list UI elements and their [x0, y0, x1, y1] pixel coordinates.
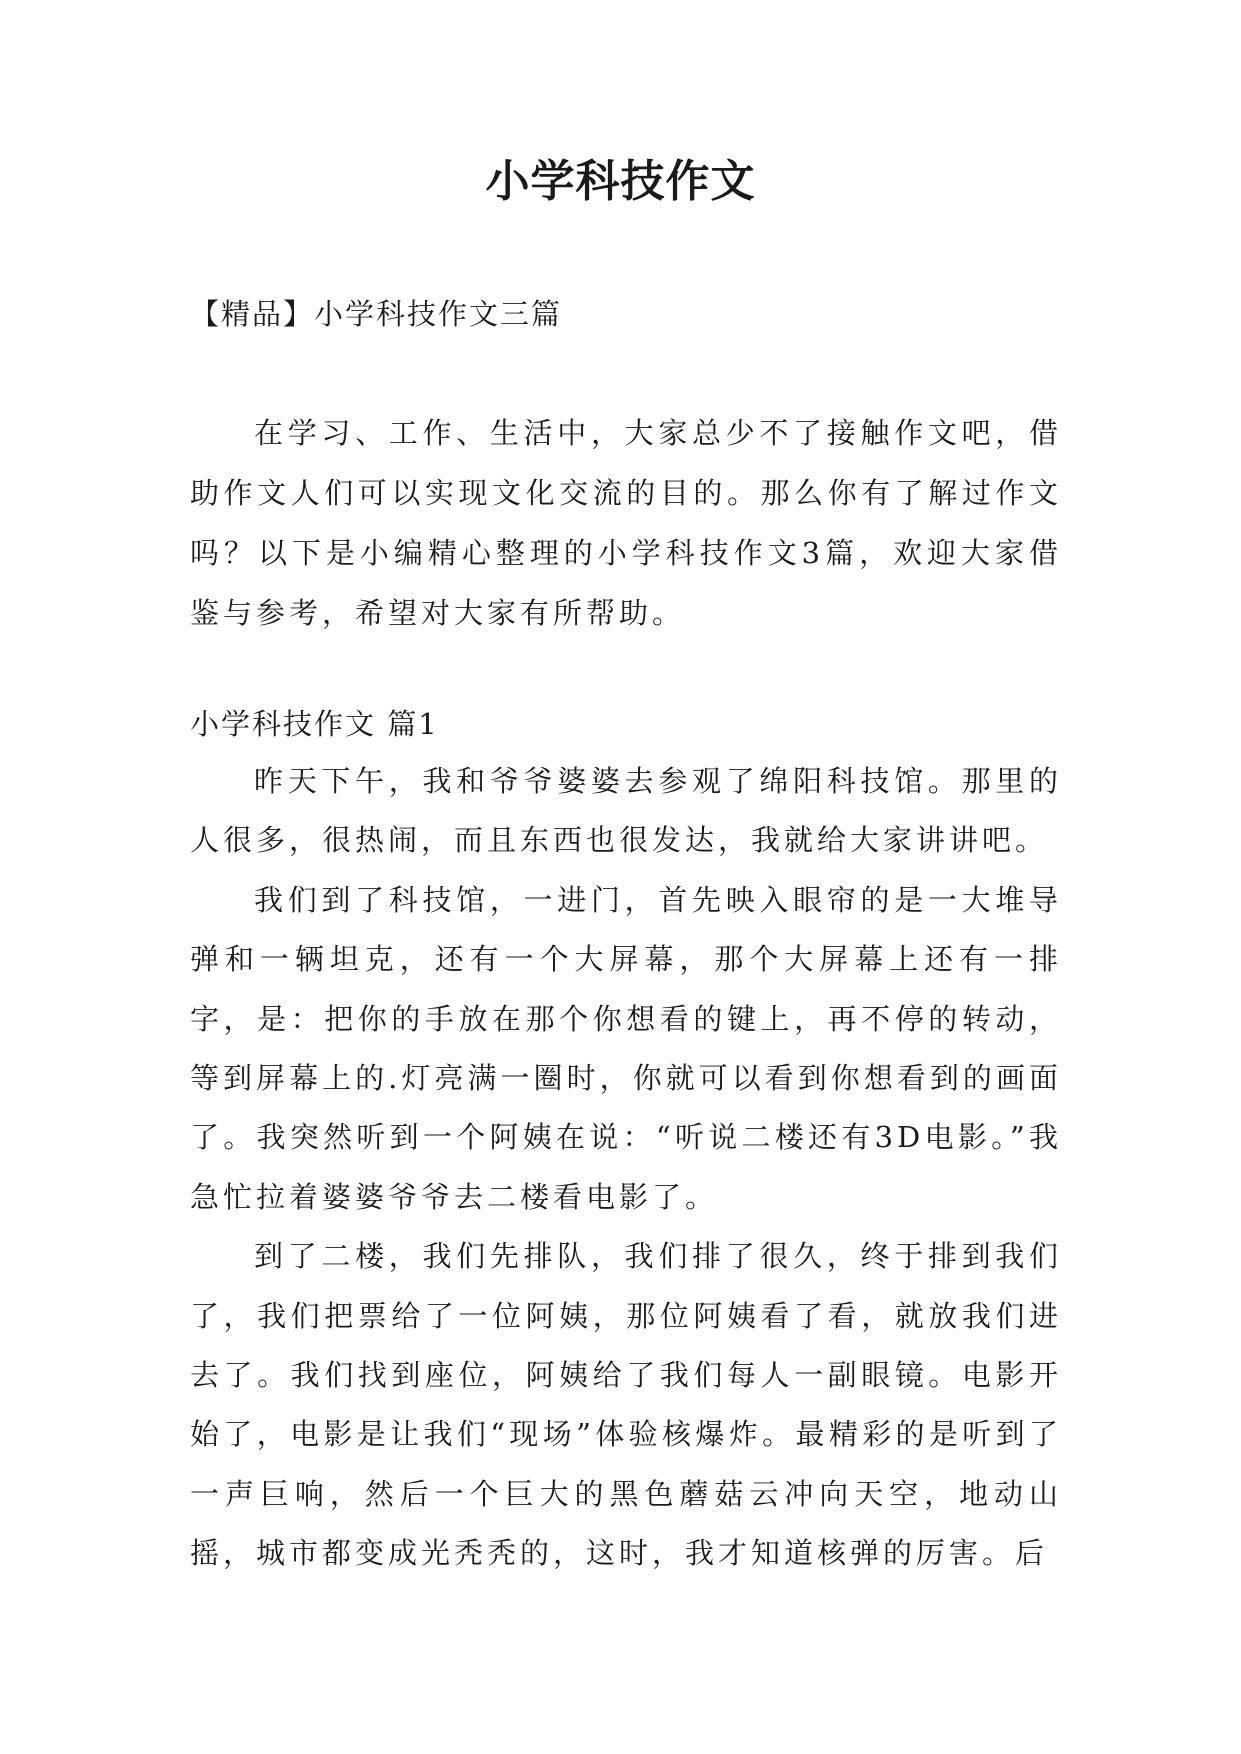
essay-body — [190, 752, 1062, 1584]
essay-paragraph-3: 到了二楼，我们先排队，我们排了很久，终于排到我们了，我们把票给了一位阿姨，那位阿姨看了看，就放我们进去了。我们找到座位，阿姨给了我们每人一副眼镜。电影开始了，电影是让我们“现场”体验核爆炸。最精彩的是听到了一声巨响，然后一个巨大的黑色蘑菇云冲向天空，地动山摇，城市都变成光秃秃的，这时，我才知道核弹的厉害。后 — [190, 1239, 1062, 1571]
document-subtitle: 【精品】小学科技作文三篇 — [190, 297, 563, 331]
essay-paragraph-1: 昨天下午，我和爷爷婆婆去参观了绵阳科技馆。那里的人很多，很热闹，而且东西也很发达，我就给大家讲讲吧。 — [190, 764, 1062, 858]
section-heading: 小学科技作文 篇1 — [190, 707, 439, 741]
document-title: 小学科技作文 — [485, 156, 756, 207]
essay-paragraph-2: 我们到了科技馆，一进门，首先映入眼帘的是一大堆导弹和一辆坦克，还有一个大屏幕，那个大屏幕上还有一排字，是：把你的手放在那个你想看的键上，再不停的转动，等到屏幕上的.灯亮满一圈时，你就可以看到你想看到的画面了。我突然听到一个阿姨在说：“听说二楼还有3D电影。”我急忙拉着婆婆爷爷去二楼看电影了。 — [190, 882, 1062, 1214]
intro-paragraph: 在学习、工作、生活中，大家总少不了接触作文吧，借助作文人们可以实现文化交流的目的。那么你有了解过作文吗？以下是小编精心整理的小学科技作文3篇，欢迎大家借鉴与参考，希望对大家有所帮助。 — [190, 416, 1062, 630]
